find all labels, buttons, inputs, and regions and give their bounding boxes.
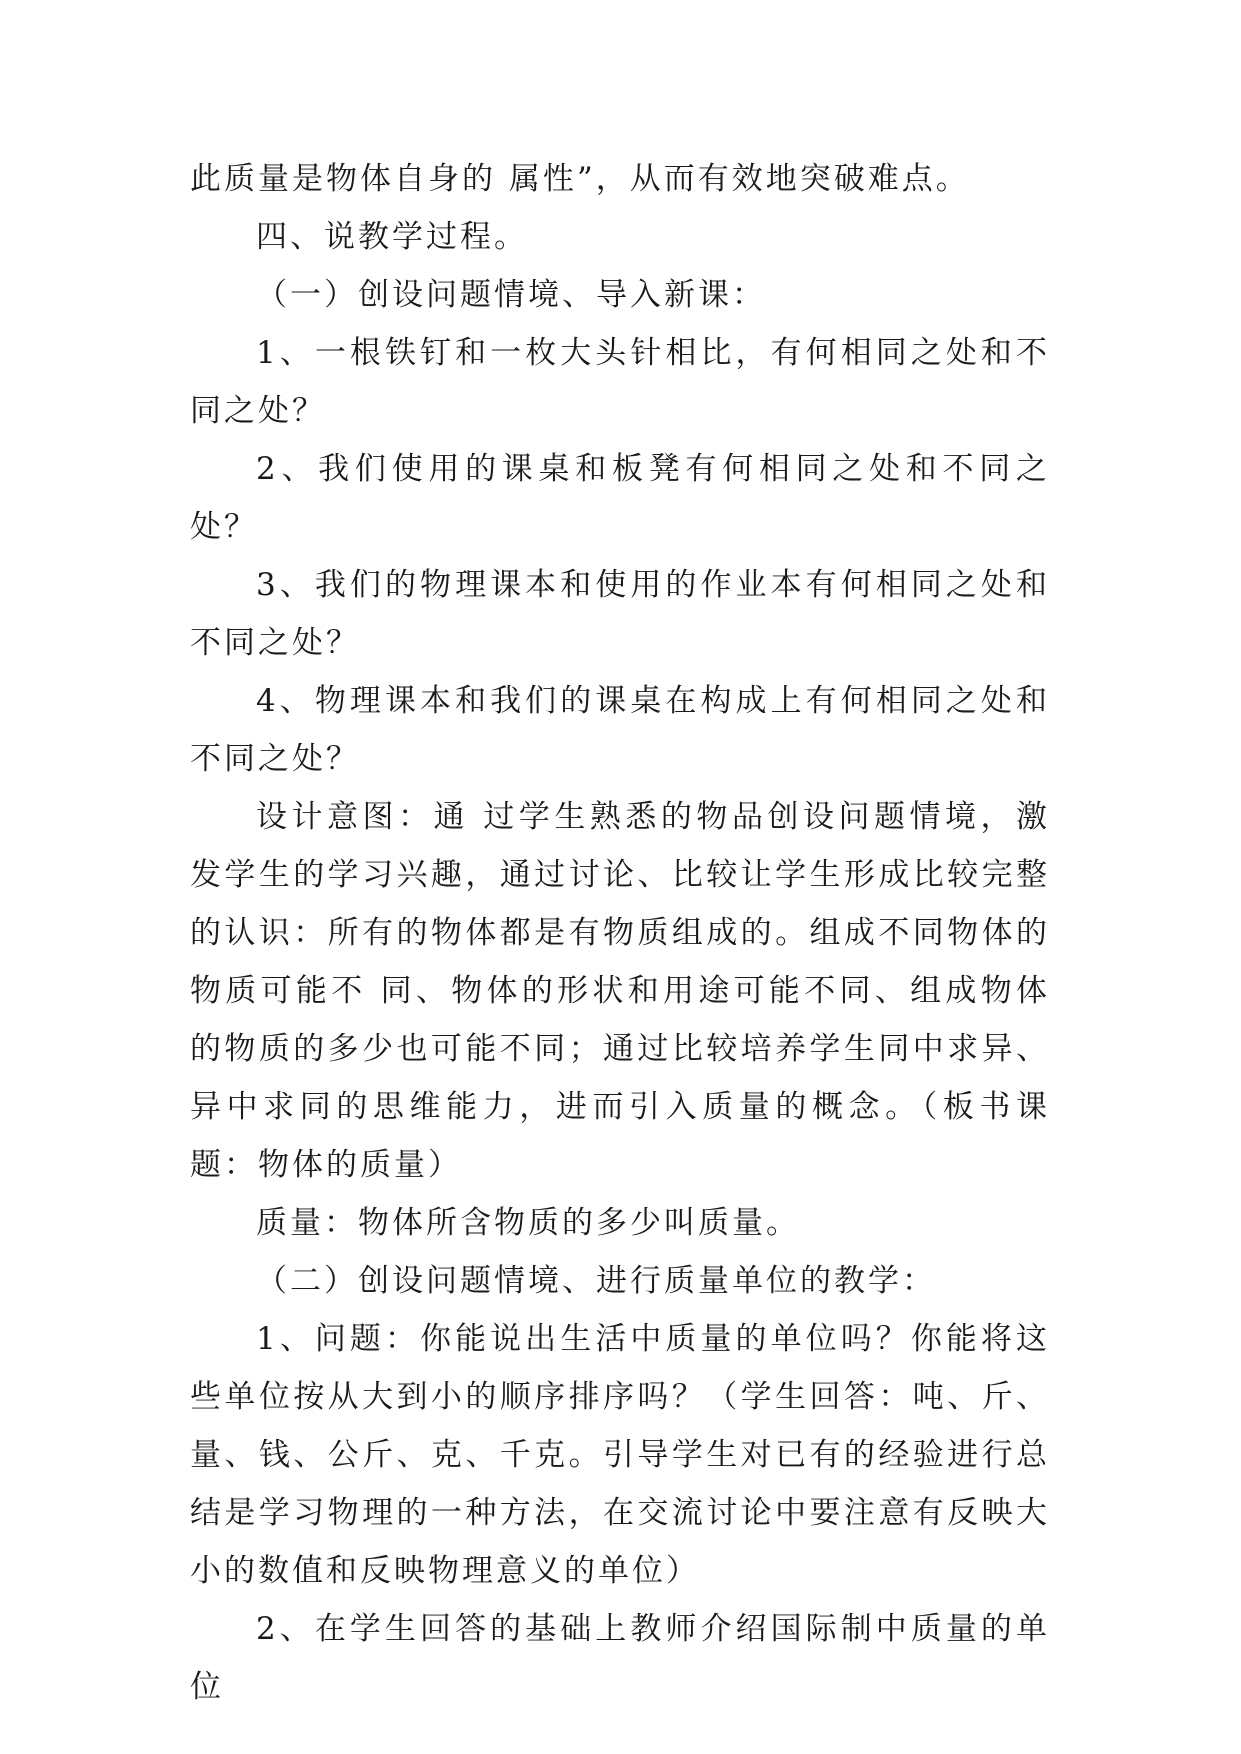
question-item-4: 4、物理课本和我们的课桌在构成上有何相同之处和不同之处？: [190, 683, 1050, 777]
section-heading-teaching-process: 四、说教学过程。: [256, 219, 528, 255]
units-item-2: 2、在学生回答的基础上教师介绍国际制中质量的单位: [190, 1611, 1050, 1705]
question-item-2: 2、我们使用的课桌和板凳有何相同之处和不同之处？: [190, 451, 1050, 545]
units-question-item-1: 1、问题：你能说出生活中质量的单位吗？你能将这些单位按从大到小的顺序排序吗？（学生回答：吨、斤、量、钱、公斤、克、千克。引导学生对已有的经验进行总结是学习物理的一种方法，在交流讨论中要注意有反映大小的数值和反映物理意义的单位）: [190, 1321, 1050, 1589]
subsection-heading-mass-units: （二）创设问题情境、进行质量单位的教学：: [256, 1263, 936, 1299]
body-text: [190, 150, 1050, 1716]
design-intent-paragraph: 设计意图：通 过学生熟悉的物品创设问题情境，激发学生的学习兴趣，通过讨论、比较让学生形成比较完整的认识：所有的物体都是有物质组成的。组成不同物体的物质可能不 同、物体的形状和用途可能不同、组成物体的物质的多少也可能不同；通过比较培养学生同中求异、异中求同的思维能力，进而引入质量的概念。（板书课题：物体的质量）: [190, 799, 1050, 1183]
question-item-1: 1、一根铁钉和一枚大头针相比，有何相同之处和不同之处？: [190, 335, 1050, 429]
subsection-heading-introduction: （一）创设问题情境、导入新课：: [256, 277, 766, 313]
paragraph-continuation: 此质量是物体自身的 属性”，从而有效地突破难点。: [190, 161, 970, 197]
mass-definition: 质量：物体所含物质的多少叫质量。: [256, 1205, 800, 1241]
question-item-3: 3、我们的物理课本和使用的作业本有何相同之处和不同之处？: [190, 567, 1050, 661]
